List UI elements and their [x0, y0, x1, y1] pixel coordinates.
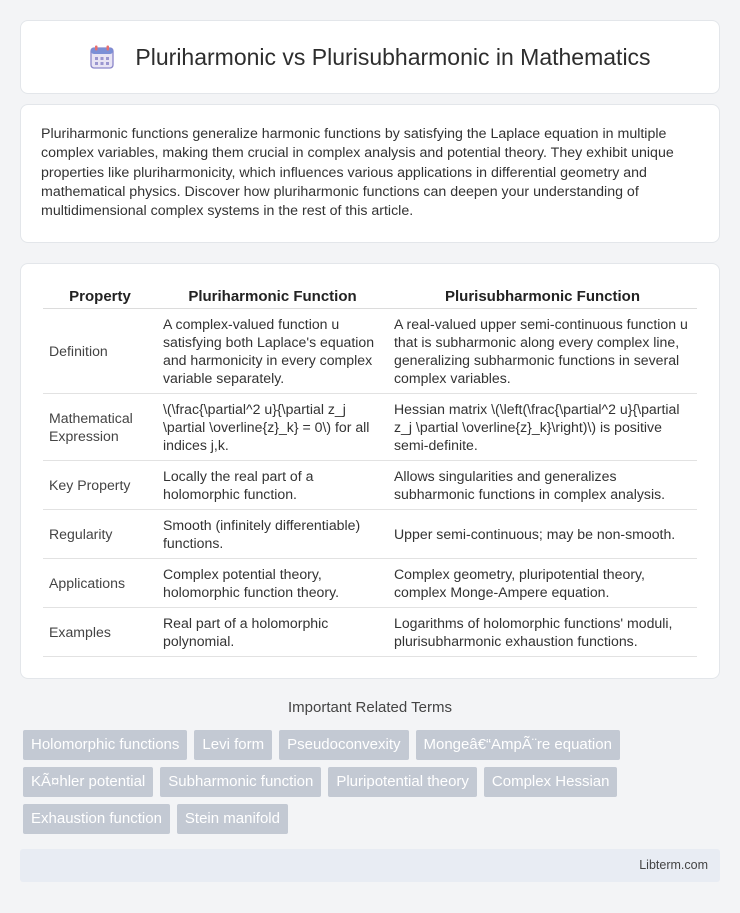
cell-pluriharmonic: Real part of a holomorphic polynomial.: [157, 608, 388, 657]
table-row: [43, 461, 697, 510]
tag-subharmonic-function[interactable]: Subharmonic function: [160, 767, 321, 797]
cell-plurisubharmonic: Logarithms of holomorphic functions' moduli, plurisubharmonic exhaustion functions.: [388, 608, 697, 657]
cell-property: Mathematical Expression: [43, 394, 157, 461]
related-terms-tags: [20, 730, 720, 841]
cell-pluriharmonic: A complex-valued function u satisfying both Laplace's equation and harmonicity in every complex variable separately.: [157, 309, 388, 394]
cell-pluriharmonic: Smooth (infinitely differentiable) functions.: [157, 510, 388, 559]
cell-pluriharmonic: Complex potential theory, holomorphic function theory.: [157, 559, 388, 608]
cell-plurisubharmonic: Upper semi-continuous; may be non-smooth.: [388, 510, 697, 559]
header-property: Property: [43, 286, 157, 309]
table-row: [43, 394, 697, 461]
page-title: Pluriharmonic vs Plurisubharmonic in Mathematics: [135, 43, 651, 70]
tag-stein-manifold[interactable]: Stein manifold: [177, 804, 288, 834]
table-row: [43, 309, 697, 394]
related-terms-title: Important Related Terms: [288, 699, 452, 716]
calendar-icon: [89, 44, 115, 70]
table-row: [43, 559, 697, 608]
tag-exhaustion-function[interactable]: Exhaustion function: [23, 804, 170, 834]
intro-card: [20, 104, 720, 243]
header-pluriharmonic: Pluriharmonic Function: [157, 286, 388, 309]
table-row: [43, 510, 697, 559]
cell-plurisubharmonic: A real-valued upper semi-continuous function u that is subharmonic along every complex line, generalizing subharmonic functions in several complex variables.: [388, 309, 697, 394]
cell-property: Definition: [43, 309, 157, 394]
cell-property: Applications: [43, 559, 157, 608]
cell-plurisubharmonic: Complex geometry, pluripotential theory, complex Monge-Ampere equation.: [388, 559, 697, 608]
related-terms-section: [20, 699, 720, 841]
tag-complex-hessian[interactable]: Complex Hessian: [484, 767, 618, 797]
comparison-table-card: [20, 263, 720, 679]
tag-monge-ampere-equation[interactable]: Mongeâ€“AmpÃ¨re equation: [416, 730, 620, 760]
footer: [20, 849, 720, 882]
title-card: [20, 20, 720, 94]
cell-plurisubharmonic: Hessian matrix \(\left(\frac{\partial^2 u}{\partial z_j \partial \overline{z}_k}\right)\) is positive semi-definite.: [388, 394, 697, 461]
tag-pseudoconvexity[interactable]: Pseudoconvexity: [279, 730, 408, 760]
header-plurisubharmonic: Plurisubharmonic Function: [388, 286, 697, 309]
cell-pluriharmonic: \(\frac{\partial^2 u}{\partial z_j \partial \overline{z}_k} = 0\) for all indices j,k.: [157, 394, 388, 461]
cell-plurisubharmonic: Allows singularities and generalizes subharmonic functions in complex analysis.: [388, 461, 697, 510]
tag-pluripotential-theory[interactable]: Pluripotential theory: [328, 767, 477, 797]
table-row: [43, 608, 697, 657]
footer-site-link[interactable]: Libterm.com: [639, 858, 708, 872]
cell-property: Regularity: [43, 510, 157, 559]
tag-kahler-potential[interactable]: KÃ¤hler potential: [23, 767, 153, 797]
tag-levi-form[interactable]: Levi form: [194, 730, 272, 760]
cell-property: Key Property: [43, 461, 157, 510]
table-header-row: [43, 286, 697, 309]
cell-pluriharmonic: Locally the real part of a holomorphic function.: [157, 461, 388, 510]
comparison-table: [43, 286, 697, 657]
intro-text: Pluriharmonic functions generalize harmonic functions by satisfying the Laplace equation in multiple complex variables, making them crucial in complex analysis and potential theory. They exhibit unique properties like pluriharmonicity, which influences various applications in differential geometry and mathematical physics. Discover how pluriharmonic functions can deepen your understanding of multidimensional complex systems in the rest of this article.: [41, 126, 674, 220]
tag-holomorphic-functions[interactable]: Holomorphic functions: [23, 730, 187, 760]
cell-property: Examples: [43, 608, 157, 657]
